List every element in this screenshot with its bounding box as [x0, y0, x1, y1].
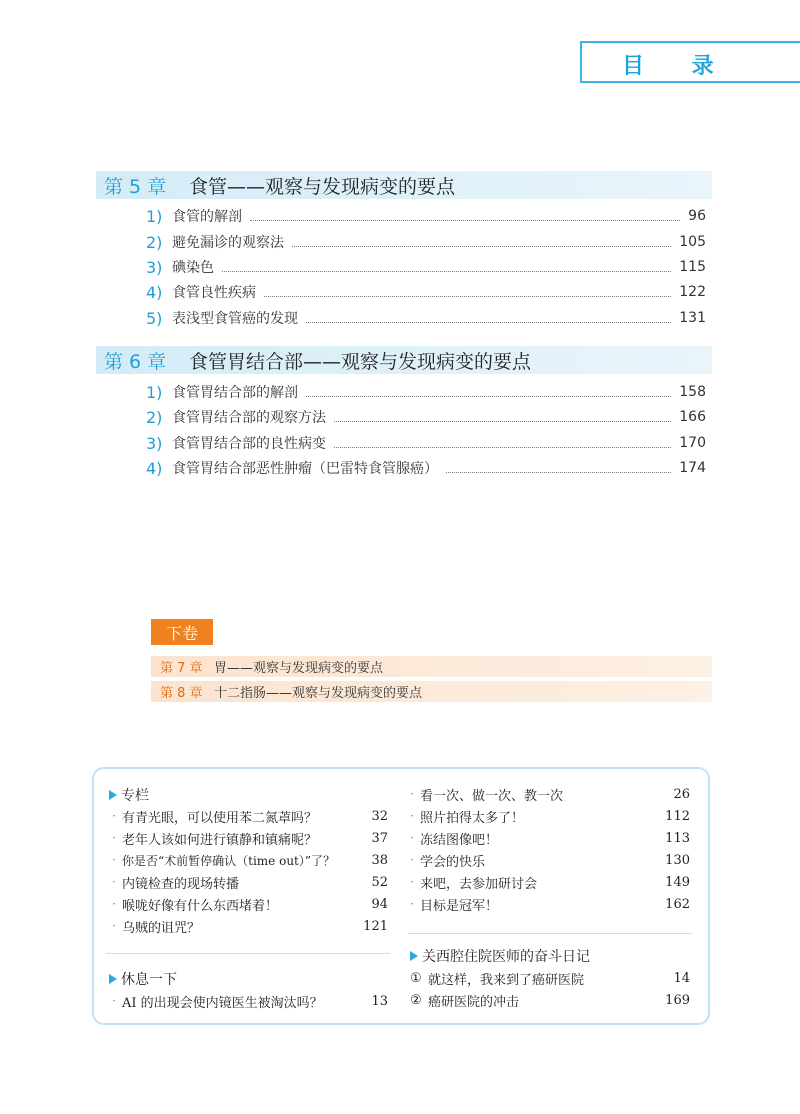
chapter-title: 食管胃结合部——观察与发现病变的要点 — [189, 351, 532, 373]
column-item-page: 121 — [363, 918, 388, 934]
chapter-number: 第 5 章 — [104, 176, 167, 198]
column-item-page: 113 — [665, 830, 690, 846]
entry-number: 4) — [146, 282, 163, 302]
column-heading-label: 休息一下 — [121, 972, 177, 988]
column-item-title: 内镜检查的现场转播 — [122, 876, 240, 892]
entry-page: 170 — [679, 435, 706, 451]
column-item-page: 149 — [665, 874, 690, 890]
column-heading-label: 专栏 — [121, 788, 149, 804]
chapter-number: 第 6 章 — [104, 351, 167, 373]
diary-item-page: 14 — [673, 970, 690, 986]
column-item[interactable] — [112, 828, 388, 848]
diary-item-page: 169 — [665, 992, 690, 1008]
column-item[interactable] — [410, 872, 690, 892]
bullet-icon: · — [410, 787, 414, 801]
leader-dots — [222, 271, 671, 272]
column-item-page: 162 — [665, 896, 690, 912]
column-item-title: 来吧，去参加研讨会 — [420, 876, 538, 892]
entry-title: 食管良性疾病 — [172, 285, 256, 301]
chapter-number: 第 7 章 — [160, 661, 203, 676]
volume-2-chapter-7[interactable] — [151, 656, 712, 677]
column-item-title: AI 的出现会使内镜医生被淘汰吗？ — [122, 995, 323, 1011]
divider — [106, 953, 390, 954]
diary-item-number: ② — [410, 992, 422, 1008]
column-item[interactable] — [410, 894, 690, 914]
bullet-icon: · — [410, 809, 414, 823]
bullet-icon: · — [112, 919, 116, 933]
column-item-page: 94 — [371, 896, 388, 912]
column-item-page: 112 — [665, 808, 690, 824]
bullet-icon: · — [112, 994, 116, 1008]
column-item-title: 看一次、做一次、教一次 — [420, 788, 564, 804]
leader-dots — [292, 246, 671, 247]
column-heading — [109, 969, 177, 989]
volume-2-chapter-8[interactable] — [151, 681, 712, 702]
column-item-title: 冻结图像吧！ — [420, 832, 499, 848]
bullet-icon: · — [112, 809, 116, 823]
entry-title: 避免漏诊的观察法 — [172, 235, 284, 251]
diary-item[interactable] — [410, 990, 690, 1010]
column-item-title: 学会的快乐 — [420, 854, 486, 870]
entry-number: 2) — [146, 232, 163, 252]
column-item[interactable] — [112, 850, 388, 870]
entry-title: 食管胃结合部的解剖 — [172, 385, 298, 401]
toc-entry[interactable] — [146, 231, 706, 253]
column-item-page: 37 — [371, 830, 388, 846]
entry-title: 表浅型食管癌的发现 — [172, 311, 298, 327]
diary-item-title: 癌研医院的冲击 — [428, 994, 520, 1010]
toc-entry[interactable] — [146, 281, 706, 303]
bullet-icon: · — [410, 897, 414, 911]
entry-page: 174 — [679, 460, 706, 476]
toc-entry[interactable] — [146, 457, 706, 479]
column-item[interactable] — [410, 850, 690, 870]
column-item-title: 照片拍得太多了！ — [420, 810, 525, 826]
volume-2-label: 下卷 — [151, 619, 213, 645]
column-item-title: 老年人该如何进行镇静和镇痛呢？ — [122, 832, 318, 848]
column-item[interactable] — [112, 916, 388, 936]
chapter-title: 十二指肠——观察与发现病变的要点 — [214, 686, 423, 701]
chapter-title: 胃——观察与发现病变的要点 — [214, 661, 384, 676]
column-item[interactable] — [112, 894, 388, 914]
chapter-title: 食管——观察与发现病变的要点 — [189, 176, 456, 198]
entry-title: 食管胃结合部恶性肿瘤（巴雷特食管腺癌） — [172, 461, 438, 477]
entry-page: 122 — [679, 284, 706, 300]
column-item-title: 乌贼的诅咒？ — [122, 920, 201, 936]
chapter-number: 第 8 章 — [160, 686, 203, 701]
diary-item[interactable] — [410, 968, 690, 988]
entry-number: 3) — [146, 257, 163, 277]
column-item[interactable] — [112, 806, 388, 826]
entry-page: 158 — [679, 384, 706, 400]
column-heading — [410, 946, 590, 966]
column-heading-label: 关西腔住院医师的奋斗日记 — [422, 949, 590, 965]
bullet-icon: · — [410, 853, 414, 867]
leader-dots — [264, 296, 671, 297]
entry-page: 115 — [679, 259, 706, 275]
entry-number: 1) — [146, 206, 163, 226]
leader-dots — [334, 447, 671, 448]
entry-number: 3) — [146, 433, 163, 453]
chapter-5-header — [96, 171, 712, 199]
column-item[interactable] — [112, 872, 388, 892]
column-item-title: 你是否“术前暂停确认（time out）”了？ — [122, 853, 336, 868]
triangle-icon — [109, 790, 117, 800]
entry-title: 食管胃结合部的观察方法 — [172, 410, 326, 426]
toc-entry[interactable] — [146, 205, 706, 227]
page-title-box — [580, 41, 800, 83]
entry-page: 166 — [679, 409, 706, 425]
bullet-icon: · — [112, 875, 116, 889]
column-item-title: 有青光眼，可以使用苯二氮䓬吗？ — [122, 810, 318, 826]
diary-item-number: ① — [410, 970, 422, 986]
entry-title: 食管胃结合部的良性病变 — [172, 436, 326, 452]
triangle-icon — [410, 951, 418, 961]
divider — [408, 933, 692, 934]
toc-entry[interactable] — [146, 406, 706, 428]
column-item-page: 13 — [371, 993, 388, 1009]
leader-dots — [250, 220, 680, 221]
entry-number: 2) — [146, 407, 163, 427]
column-item[interactable] — [410, 784, 690, 804]
entry-page: 96 — [688, 208, 706, 224]
entry-title: 碘染色 — [172, 260, 214, 276]
bullet-icon: · — [112, 831, 116, 845]
diary-item-title: 就这样，我来到了癌研医院 — [428, 972, 585, 988]
column-item-page: 38 — [371, 852, 388, 868]
page-title: 目 录 — [622, 54, 734, 79]
leader-dots — [306, 322, 671, 323]
toc-entry[interactable] — [146, 381, 706, 403]
bullet-icon: · — [410, 875, 414, 889]
column-item[interactable] — [410, 806, 690, 826]
column-item-page: 26 — [673, 786, 690, 802]
column-item[interactable] — [112, 991, 388, 1011]
bullet-icon: · — [410, 831, 414, 845]
entry-page: 105 — [679, 234, 706, 250]
leader-dots — [306, 396, 671, 397]
toc-entry[interactable] — [146, 256, 706, 278]
column-item-title: 目标是冠军！ — [420, 898, 499, 914]
leader-dots — [446, 472, 671, 473]
column-heading — [109, 785, 149, 805]
entry-page: 131 — [679, 310, 706, 326]
entry-number: 4) — [146, 458, 163, 478]
toc-entry[interactable] — [146, 432, 706, 454]
column-item-page: 32 — [371, 808, 388, 824]
leader-dots — [334, 421, 671, 422]
entry-number: 5) — [146, 308, 163, 328]
toc-entry[interactable] — [146, 307, 706, 329]
entry-number: 1) — [146, 382, 163, 402]
bullet-icon: · — [112, 897, 116, 911]
column-item-title: 喉咙好像有什么东西堵着！ — [122, 898, 279, 914]
column-item-page: 130 — [665, 852, 690, 868]
column-item[interactable] — [410, 828, 690, 848]
triangle-icon — [109, 974, 117, 984]
column-item-page: 52 — [371, 874, 388, 890]
bullet-icon: · — [112, 853, 116, 867]
chapter-6-header — [96, 346, 712, 374]
entry-title: 食管的解剖 — [172, 209, 242, 225]
